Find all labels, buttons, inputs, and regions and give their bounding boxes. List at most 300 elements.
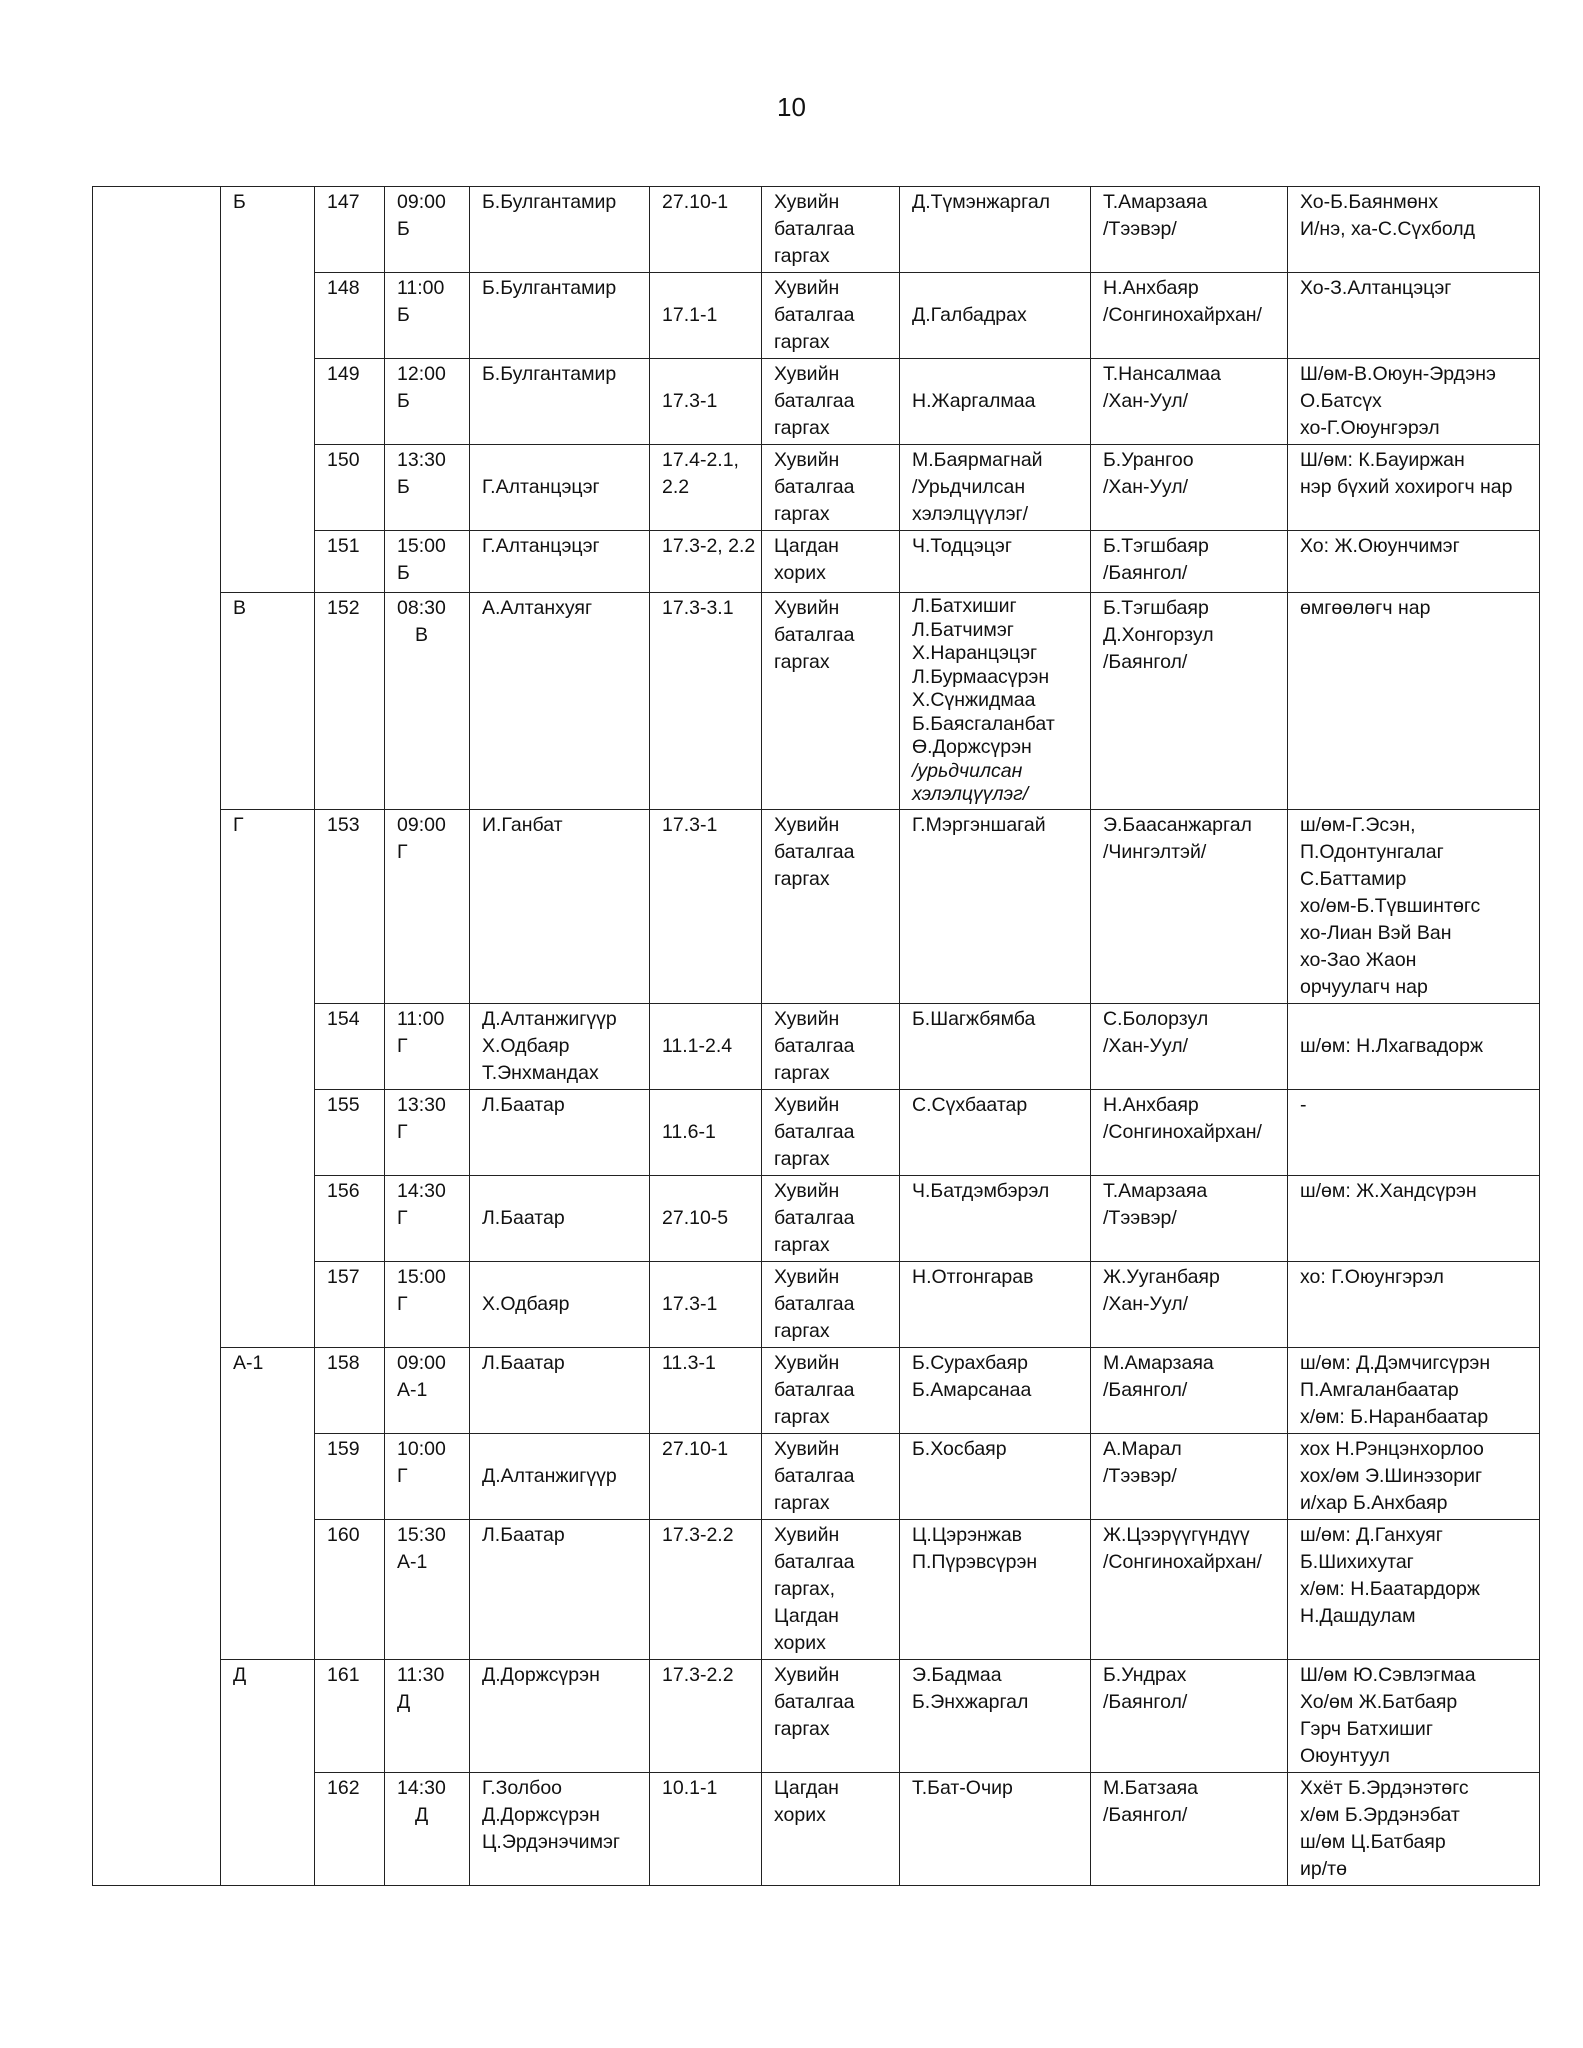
- judge-cell: [470, 809, 650, 1003]
- case-number: 160: [327, 1523, 360, 1546]
- participants-cell-line: ш/өм: Д.Ганхуяг: [1300, 1523, 1443, 1546]
- judge-cell-line: Ц.Эрдэнэчимэг: [482, 1830, 621, 1853]
- measure-cell-line: баталгаа: [774, 218, 855, 240]
- time-cell-line: 13:30: [397, 449, 446, 471]
- participants-cell: [1288, 1347, 1540, 1433]
- participants-cell-line: Оюунтуул: [1300, 1744, 1390, 1767]
- time-cell-line: 12:00: [397, 363, 446, 385]
- participants-cell-line: х/өм: Н.Баатардорж: [1300, 1577, 1480, 1600]
- participants-cell-line: хо: Г.Оюунгэрэл: [1300, 1265, 1444, 1288]
- time-cell-line: 13:30: [397, 1093, 446, 1116]
- prosecutor-cell: [1091, 1089, 1288, 1175]
- article-cell: [650, 359, 762, 445]
- prosecutor-cell-line: /Баянгол/: [1103, 651, 1188, 673]
- judge-cell: [470, 187, 650, 273]
- judge-cell-line: Д.Доржсүрэн: [482, 1803, 600, 1826]
- case-number: 152: [327, 597, 360, 619]
- article-cell-line: 11.1-2.4: [662, 1034, 733, 1057]
- room-cell: [221, 1659, 315, 1885]
- participants-cell-line: ир/тө: [1300, 1857, 1347, 1880]
- measure-cell: [762, 1772, 900, 1885]
- defendant-cell: [900, 593, 1091, 810]
- participants-cell-line: и/хар Б.Анхбаяр: [1300, 1491, 1448, 1514]
- article-cell: [650, 809, 762, 1003]
- measure-cell: [762, 1003, 900, 1089]
- defendant-cell-line: Г.Мэргэншагай: [912, 813, 1046, 836]
- article-cell: [650, 531, 762, 593]
- defendant-cell-line: Б.Сурахбаяр: [912, 1351, 1029, 1374]
- measure-cell-line: Хувийн: [774, 597, 840, 619]
- measure-cell-line: хорих: [774, 1803, 826, 1826]
- judge-cell-line: Г.Алтанцэцэг: [482, 476, 600, 498]
- judge-cell-line: Л.Баатар: [482, 1093, 565, 1116]
- time-cell-line: А-1: [397, 1550, 428, 1573]
- prosecutor-cell-line: /Сонгинохайрхан/: [1103, 1120, 1262, 1143]
- measure-cell-line: гаргах: [774, 503, 830, 525]
- article-cell-line: 17.3-2.2: [662, 1663, 734, 1686]
- measure-cell-line: Цагдан: [774, 1776, 839, 1799]
- measure-cell-line: гаргах: [774, 1405, 830, 1428]
- defendant-note-line: /урьдчилсан: [912, 759, 1023, 782]
- prosecutor-cell-line: Б.Урангоо: [1103, 449, 1194, 471]
- defendant-cell-line: Б.Хосбаяр: [912, 1437, 1007, 1460]
- participants-cell-line: Ш/өм-В.Оюун-Эрдэнэ: [1300, 363, 1496, 385]
- case-number: 158: [327, 1351, 360, 1374]
- judge-cell: [470, 1347, 650, 1433]
- participants-cell-line: Хо: Ж.Оюунчимэг: [1300, 535, 1460, 557]
- time-cell-line: Г: [397, 840, 408, 863]
- measure-cell: [762, 809, 900, 1003]
- prosecutor-cell-line: Т.Нансалмаа: [1103, 363, 1221, 385]
- prosecutor-cell-line: /Хан-Уул/: [1103, 1292, 1189, 1315]
- article-cell: [650, 1089, 762, 1175]
- participants-cell-line: ш/өм: Н.Лхагвадорж: [1300, 1034, 1484, 1057]
- article-cell-line: 27.10-1: [662, 191, 729, 213]
- prosecutor-cell-line: /Хан-Уул/: [1103, 390, 1189, 412]
- prosecutor-cell-line: Б.Тэгшбаяр: [1103, 597, 1209, 619]
- time-cell-line: Б: [397, 390, 410, 412]
- prosecutor-cell: [1091, 1659, 1288, 1772]
- defendant-cell: [900, 1175, 1091, 1261]
- time-cell: [385, 1261, 470, 1347]
- defendant-cell-line: Ч.Тодцэцэг: [912, 535, 1012, 557]
- defendant-cell-line: Н.Жаргалмаа: [912, 390, 1036, 412]
- time-cell: [385, 359, 470, 445]
- case-number: 161: [327, 1663, 360, 1686]
- prosecutor-cell-line: /Сонгинохайрхан/: [1103, 304, 1262, 326]
- case-number: 155: [327, 1093, 360, 1116]
- time-cell-line: Г: [397, 1206, 408, 1229]
- prosecutor-cell: [1091, 359, 1288, 445]
- measure-cell-line: Хувийн: [774, 813, 840, 836]
- table-row: [93, 1347, 1540, 1433]
- room-label: А-1: [233, 1351, 264, 1374]
- judge-cell: [470, 1772, 650, 1885]
- prosecutor-cell: [1091, 445, 1288, 531]
- judge-cell-line: Г.Алтанцэцэг: [482, 535, 600, 557]
- article-cell: [650, 1175, 762, 1261]
- time-cell-line: 09:00: [397, 1351, 446, 1374]
- time-cell-line: В: [415, 624, 429, 646]
- time-cell: [385, 445, 470, 531]
- prosecutor-cell: [1091, 273, 1288, 359]
- time-cell-line: Г: [397, 1034, 408, 1057]
- judge-cell-line: И.Ганбат: [482, 813, 563, 836]
- defendant-cell-line: П.Пүрэвсүрэн: [912, 1550, 1038, 1573]
- participants-cell: [1288, 359, 1540, 445]
- measure-cell: [762, 1347, 900, 1433]
- prosecutor-cell: [1091, 809, 1288, 1003]
- defendant-cell-line: Б.Шагжбямба: [912, 1007, 1036, 1030]
- measure-cell-line: Хувийн: [774, 1265, 840, 1288]
- participants-cell: [1288, 1519, 1540, 1659]
- judge-cell: [470, 359, 650, 445]
- time-cell-line: Д: [397, 1690, 411, 1713]
- judge-cell-line: Д.Доржсүрэн: [482, 1663, 600, 1686]
- time-cell: [385, 1772, 470, 1885]
- defendant-cell: [900, 1519, 1091, 1659]
- blank-column: [93, 187, 221, 1886]
- defendant-cell-line: Л.Бурмаасүрэн: [912, 665, 1050, 688]
- measure-cell-line: баталгаа: [774, 390, 855, 412]
- judge-cell: [470, 1519, 650, 1659]
- participants-cell: [1288, 187, 1540, 273]
- case-number: 154: [327, 1007, 360, 1030]
- measure-cell-line: баталгаа: [774, 304, 855, 326]
- room-label: Б: [233, 191, 246, 213]
- defendant-cell: [900, 531, 1091, 593]
- hearing-schedule-table: [92, 186, 1540, 1886]
- participants-cell-line: Ш/өм: К.Бауиржан: [1300, 449, 1465, 471]
- article-cell-line: 17.1-1: [662, 304, 718, 326]
- article-cell-line: 17.3-1: [662, 1292, 718, 1315]
- case-number-cell: [315, 445, 385, 531]
- defendant-cell-line: Ө.Доржсүрэн: [912, 736, 1032, 758]
- prosecutor-cell-line: Т.Амарзаяа: [1103, 191, 1208, 213]
- case-number-cell: [315, 1175, 385, 1261]
- measure-cell-line: гаргах,: [774, 1577, 836, 1600]
- participants-cell-line: Н.Дашдулам: [1300, 1604, 1416, 1627]
- article-cell: [650, 445, 762, 531]
- measure-cell-line: гаргах: [774, 1061, 830, 1084]
- time-cell: [385, 809, 470, 1003]
- defendant-cell-line: Д.Түмэнжаргал: [912, 191, 1051, 213]
- article-cell-line: 11.3-1: [662, 1351, 716, 1374]
- judge-cell-line: Л.Баатар: [482, 1206, 565, 1229]
- article-cell: [650, 1659, 762, 1772]
- measure-cell-line: гаргах: [774, 1147, 830, 1170]
- participants-cell-line: хо-Г.Оюунгэрэл: [1300, 417, 1440, 439]
- judge-cell-line: Т.Энхмандах: [482, 1061, 599, 1084]
- measure-cell-line: гаргах: [774, 1319, 830, 1342]
- case-number-cell: [315, 1003, 385, 1089]
- participants-cell-line: хох/өм Э.Шинэзориг: [1300, 1464, 1483, 1487]
- prosecutor-cell-line: /Хан-Уул/: [1103, 1034, 1189, 1057]
- case-number-cell: [315, 531, 385, 593]
- defendant-cell-line: Л.Батчимэг: [912, 618, 1014, 641]
- time-cell-line: Д: [415, 1803, 429, 1826]
- judge-cell-line: Л.Баатар: [482, 1523, 565, 1546]
- prosecutor-cell-line: /Тээвэр/: [1103, 1206, 1177, 1229]
- prosecutor-cell-line: Ж.Цээрүүгүндүү: [1103, 1523, 1250, 1546]
- time-cell: [385, 1347, 470, 1433]
- prosecutor-cell-line: Н.Анхбаяр: [1103, 277, 1199, 299]
- measure-cell-line: Хувийн: [774, 191, 840, 213]
- time-cell: [385, 1433, 470, 1519]
- defendant-cell-line: Д.Галбадрах: [912, 304, 1027, 326]
- article-cell-line: 27.10-5: [662, 1206, 729, 1229]
- time-cell: [385, 273, 470, 359]
- article-cell-line: 17.3-3.1: [662, 597, 734, 619]
- prosecutor-cell-line: Б.Тэгшбаяр: [1103, 535, 1209, 557]
- defendant-cell-line: Ц.Цэрэнжав: [912, 1523, 1023, 1546]
- defendant-cell-line: Х.Сүнжидмаа: [912, 689, 1036, 711]
- time-cell: [385, 531, 470, 593]
- measure-cell: [762, 1659, 900, 1772]
- participants-cell-line: П.Амгаланбаатар: [1300, 1378, 1459, 1401]
- article-cell: [650, 1519, 762, 1659]
- measure-cell: [762, 187, 900, 273]
- participants-cell: [1288, 1003, 1540, 1089]
- measure-cell-line: Хувийн: [774, 277, 840, 299]
- defendant-cell-line: Ч.Батдэмбэрэл: [912, 1179, 1050, 1202]
- time-cell-line: 11:00: [397, 1007, 445, 1030]
- defendant-cell-line: Б.Амарсанаа: [912, 1378, 1032, 1401]
- measure-cell-line: баталгаа: [774, 840, 855, 863]
- prosecutor-cell: [1091, 187, 1288, 273]
- prosecutor-cell-line: М.Батзаяа: [1103, 1776, 1198, 1799]
- measure-cell: [762, 445, 900, 531]
- participants-cell-line: Хо/өм Ж.Батбаяр: [1300, 1690, 1458, 1713]
- measure-cell-line: Хувийн: [774, 449, 840, 471]
- participants-cell-line: Хо-Б.Баянмөнх: [1300, 191, 1439, 213]
- article-cell: [650, 1347, 762, 1433]
- judge-cell: [470, 531, 650, 593]
- time-cell-line: Б: [397, 304, 410, 326]
- measure-cell-line: баталгаа: [774, 1378, 855, 1401]
- participants-cell: [1288, 445, 1540, 531]
- case-number: 153: [327, 813, 360, 836]
- case-number-cell: [315, 1433, 385, 1519]
- prosecutor-cell-line: /Баянгол/: [1103, 1378, 1188, 1401]
- participants-cell-line: -: [1300, 1093, 1307, 1116]
- defendant-cell: [900, 1089, 1091, 1175]
- measure-cell-line: баталгаа: [774, 1034, 855, 1057]
- case-number-cell: [315, 187, 385, 273]
- case-number: 151: [327, 535, 360, 557]
- participants-cell-line: х/өм: Б.Наранбаатар: [1300, 1405, 1489, 1428]
- prosecutor-cell-line: Ж.Ууганбаяр: [1103, 1265, 1220, 1288]
- prosecutor-cell-line: /Тээвэр/: [1103, 1464, 1177, 1487]
- participants-cell-line: П.Одонтунгалаг: [1300, 840, 1444, 863]
- time-cell: [385, 1175, 470, 1261]
- judge-cell: [470, 1261, 650, 1347]
- measure-cell-line: Цагдан: [774, 535, 839, 557]
- participants-cell: [1288, 1772, 1540, 1885]
- defendant-cell: [900, 1347, 1091, 1433]
- prosecutor-cell-line: Т.Амарзаяа: [1103, 1179, 1208, 1202]
- case-number-cell: [315, 1519, 385, 1659]
- measure-cell-line: Хувийн: [774, 1093, 840, 1116]
- measure-cell-line: гаргах: [774, 1233, 830, 1256]
- time-cell-line: 09:00: [397, 813, 446, 836]
- time-cell-line: 15:00: [397, 1265, 446, 1288]
- participants-cell-line: Ш/өм Ю.Сэвлэгмаа: [1300, 1663, 1476, 1686]
- measure-cell-line: гаргах: [774, 867, 830, 890]
- case-number-cell: [315, 809, 385, 1003]
- judge-cell: [470, 1175, 650, 1261]
- measure-cell: [762, 593, 900, 810]
- time-cell: [385, 1519, 470, 1659]
- defendant-cell: [900, 1003, 1091, 1089]
- measure-cell-line: гаргах: [774, 1491, 830, 1514]
- time-cell-line: Г: [397, 1292, 408, 1315]
- measure-cell-line: Хувийн: [774, 363, 840, 385]
- measure-cell-line: Хувийн: [774, 1179, 840, 1202]
- measure-cell: [762, 1433, 900, 1519]
- prosecutor-cell: [1091, 531, 1288, 593]
- defendant-cell: [900, 359, 1091, 445]
- participants-cell-line: Гэрч Батхишиг: [1300, 1717, 1433, 1740]
- participants-cell-line: х/өм Б.Эрдэнэбат: [1300, 1803, 1460, 1826]
- measure-cell-line: баталгаа: [774, 624, 855, 646]
- time-cell: [385, 1003, 470, 1089]
- time-cell-line: 11:30: [397, 1663, 445, 1686]
- case-number-cell: [315, 273, 385, 359]
- measure-cell: [762, 1261, 900, 1347]
- prosecutor-cell-line: /Баянгол/: [1103, 1803, 1188, 1826]
- participants-cell-line: О.Батсүх: [1300, 390, 1382, 412]
- defendant-cell-line: /Урьдчилсан: [912, 476, 1026, 498]
- participants-cell-line: ш/өм-Г.Эсэн,: [1300, 813, 1416, 836]
- defendant-cell-line: Т.Бат-Очир: [912, 1776, 1013, 1799]
- participants-cell: [1288, 273, 1540, 359]
- case-number: 147: [327, 191, 360, 213]
- room-cell: [221, 593, 315, 810]
- measure-cell-line: баталгаа: [774, 1120, 855, 1143]
- article-cell-line: 17.3-2, 2.2: [662, 535, 756, 557]
- defendant-cell-line: Б.Баясгаланбат: [912, 712, 1055, 735]
- prosecutor-cell-line: /Хан-Уул/: [1103, 476, 1189, 498]
- time-cell: [385, 1659, 470, 1772]
- prosecutor-cell: [1091, 1772, 1288, 1885]
- measure-cell-line: Хувийн: [774, 1663, 840, 1686]
- prosecutor-cell: [1091, 1175, 1288, 1261]
- article-cell: [650, 1261, 762, 1347]
- case-number: 157: [327, 1265, 360, 1288]
- participants-cell-line: нэр бүхий хохирогч нар: [1300, 476, 1513, 498]
- time-cell-line: Г: [397, 1464, 408, 1487]
- article-cell: [650, 1003, 762, 1089]
- room-label: Г: [233, 813, 244, 836]
- article-cell: [650, 187, 762, 273]
- measure-cell: [762, 1519, 900, 1659]
- prosecutor-cell: [1091, 1519, 1288, 1659]
- case-number: 149: [327, 363, 360, 385]
- time-cell-line: 09:00: [397, 191, 446, 213]
- defendant-cell-line: С.Сүхбаатар: [912, 1093, 1028, 1116]
- judge-cell-line: Х.Одбаяр: [482, 1034, 570, 1057]
- room-cell: [221, 187, 315, 593]
- judge-cell-line: Б.Булгантамир: [482, 277, 617, 299]
- case-number-cell: [315, 1347, 385, 1433]
- participants-cell-line: хо-Зао Жаон: [1300, 948, 1417, 971]
- prosecutor-cell-line: Н.Анхбаяр: [1103, 1093, 1199, 1116]
- judge-cell-line: Б.Булгантамир: [482, 363, 617, 385]
- participants-cell: [1288, 1175, 1540, 1261]
- judge-cell-line: Л.Баатар: [482, 1351, 565, 1374]
- participants-cell-line: ш/өм: Д.Дэмчигсүрэн: [1300, 1351, 1491, 1374]
- measure-cell-line: баталгаа: [774, 1690, 855, 1713]
- judge-cell: [470, 593, 650, 810]
- time-cell-line: 15:00: [397, 535, 446, 557]
- case-number: 159: [327, 1437, 360, 1460]
- judge-cell-line: Г.Золбоо: [482, 1776, 563, 1799]
- article-cell-line: 11.6-1: [662, 1120, 716, 1143]
- judge-cell: [470, 1003, 650, 1089]
- measure-cell: [762, 531, 900, 593]
- participants-cell: [1288, 1659, 1540, 1772]
- time-cell-line: Б: [397, 476, 410, 498]
- defendant-cell-line: Б.Энхжаргал: [912, 1690, 1029, 1713]
- prosecutor-cell-line: Д.Хонгорзул: [1103, 624, 1214, 646]
- prosecutor-cell: [1091, 1347, 1288, 1433]
- table-row: [93, 809, 1540, 1003]
- measure-cell-line: Хувийн: [774, 1437, 840, 1460]
- participants-cell-line: ш/өм: Ж.Хандсүрэн: [1300, 1179, 1477, 1202]
- case-number-cell: [315, 1261, 385, 1347]
- article-cell-line: 27.10-1: [662, 1437, 729, 1460]
- prosecutor-cell-line: А.Марал: [1103, 1437, 1182, 1460]
- prosecutor-cell-line: /Тээвэр/: [1103, 218, 1177, 240]
- judge-cell: [470, 273, 650, 359]
- prosecutor-cell: [1091, 1003, 1288, 1089]
- participants-cell-line: хо-Лиан Вэй Ван: [1300, 921, 1452, 944]
- measure-cell-line: баталгаа: [774, 1292, 855, 1315]
- prosecutor-cell-line: М.Амарзаяа: [1103, 1351, 1214, 1374]
- time-cell-line: Г: [397, 1120, 408, 1143]
- time-cell-line: 14:30: [397, 1179, 446, 1202]
- judge-cell: [470, 1433, 650, 1519]
- time-cell-line: 15:30: [397, 1523, 446, 1546]
- measure-cell-line: Хувийн: [774, 1523, 840, 1546]
- judge-cell: [470, 445, 650, 531]
- prosecutor-cell: [1091, 593, 1288, 810]
- time-cell-line: 11:00: [397, 277, 445, 299]
- time-cell-line: 08:30: [397, 597, 446, 619]
- prosecutor-cell-line: Б.Ундрах: [1103, 1663, 1187, 1686]
- room-label: В: [233, 597, 247, 619]
- judge-cell-line: Д.Алтанжигүүр: [482, 1464, 617, 1487]
- measure-cell: [762, 1175, 900, 1261]
- case-number: 150: [327, 449, 360, 471]
- measure-cell: [762, 359, 900, 445]
- participants-cell: [1288, 1433, 1540, 1519]
- participants-cell: [1288, 531, 1540, 593]
- table-row: [93, 593, 1540, 810]
- case-number: 148: [327, 277, 360, 299]
- case-number-cell: [315, 1772, 385, 1885]
- judge-cell-line: Д.Алтанжигүүр: [482, 1007, 617, 1030]
- participants-cell-line: И/нэ, ха-С.Сүхболд: [1300, 218, 1476, 240]
- participants-cell-line: ш/өм Ц.Батбаяр: [1300, 1830, 1446, 1853]
- article-cell-line: 10.1-1: [662, 1776, 718, 1799]
- measure-cell-line: гаргах: [774, 331, 830, 353]
- measure-cell-line: баталгаа: [774, 1464, 855, 1487]
- table-row: [93, 1659, 1540, 1772]
- prosecutor-cell-line: /Сонгинохайрхан/: [1103, 1550, 1262, 1573]
- participants-cell: [1288, 1089, 1540, 1175]
